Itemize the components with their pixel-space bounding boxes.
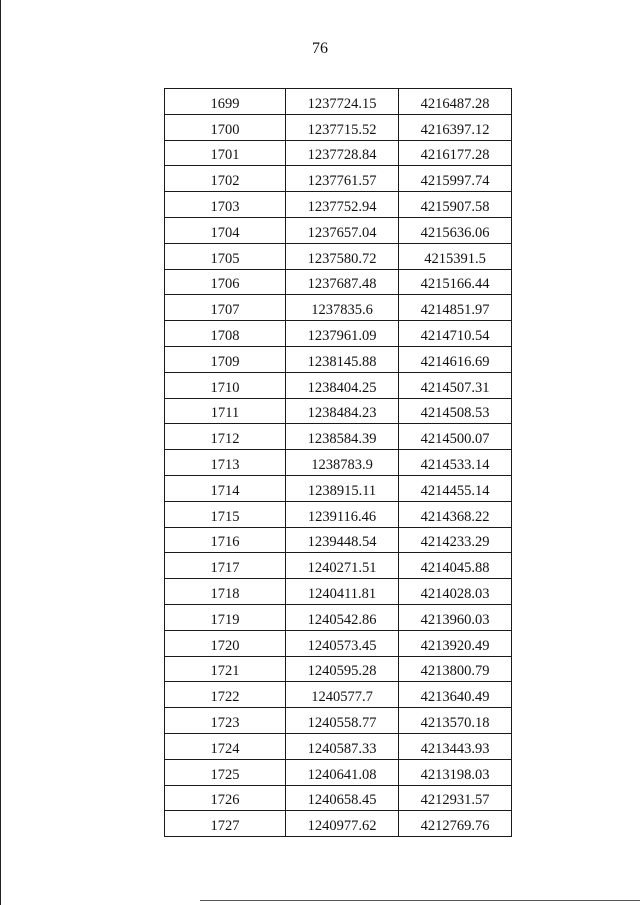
- y-coordinate-cell: 4214616.69: [399, 346, 512, 372]
- table-row: [165, 656, 512, 682]
- x-coordinate-cell: 1240641.08: [286, 759, 399, 785]
- point-number-cell: 1712: [165, 424, 286, 450]
- x-coordinate-cell: 1237761.57: [286, 166, 399, 192]
- y-coordinate-cell: 4213960.03: [399, 604, 512, 630]
- y-coordinate-cell: 4214710.54: [399, 321, 512, 347]
- point-number-cell: 1701: [165, 140, 286, 166]
- point-number-cell: 1708: [165, 321, 286, 347]
- point-number-cell: 1716: [165, 527, 286, 553]
- x-coordinate-cell: 1237715.52: [286, 114, 399, 140]
- y-coordinate-cell: 4215636.06: [399, 217, 512, 243]
- x-coordinate-cell: 1240573.45: [286, 630, 399, 656]
- point-number-cell: 1710: [165, 372, 286, 398]
- table-row: [165, 398, 512, 424]
- point-number-cell: 1718: [165, 579, 286, 605]
- point-number-cell: 1721: [165, 656, 286, 682]
- point-number-cell: 1711: [165, 398, 286, 424]
- table-row: [165, 579, 512, 605]
- bottom-divider: [200, 900, 640, 901]
- y-coordinate-cell: 4214455.14: [399, 475, 512, 501]
- table-row: [165, 321, 512, 347]
- y-coordinate-cell: 4213800.79: [399, 656, 512, 682]
- y-coordinate-cell: 4216487.28: [399, 89, 512, 115]
- point-number-cell: 1726: [165, 785, 286, 811]
- table-row: [165, 372, 512, 398]
- y-coordinate-cell: 4214533.14: [399, 450, 512, 476]
- x-coordinate-cell: 1237580.72: [286, 243, 399, 269]
- point-number-cell: 1717: [165, 553, 286, 579]
- y-coordinate-cell: 4214507.31: [399, 372, 512, 398]
- y-coordinate-cell: 4213198.03: [399, 759, 512, 785]
- point-number-cell: 1722: [165, 682, 286, 708]
- y-coordinate-cell: 4213640.49: [399, 682, 512, 708]
- coordinates-table: [164, 88, 512, 837]
- point-number-cell: 1720: [165, 630, 286, 656]
- table-row: [165, 192, 512, 218]
- table-row: [165, 708, 512, 734]
- point-number-cell: 1723: [165, 708, 286, 734]
- point-number-cell: 1724: [165, 733, 286, 759]
- x-coordinate-cell: 1237752.94: [286, 192, 399, 218]
- table-row: [165, 759, 512, 785]
- table-row: [165, 295, 512, 321]
- y-coordinate-cell: 4213570.18: [399, 708, 512, 734]
- y-coordinate-cell: 4214368.22: [399, 501, 512, 527]
- point-number-cell: 1709: [165, 346, 286, 372]
- x-coordinate-cell: 1240558.77: [286, 708, 399, 734]
- y-coordinate-cell: 4214045.88: [399, 553, 512, 579]
- point-number-cell: 1719: [165, 604, 286, 630]
- page-edge: [0, 0, 1, 905]
- point-number-cell: 1703: [165, 192, 286, 218]
- point-number-cell: 1713: [165, 450, 286, 476]
- x-coordinate-cell: 1238783.9: [286, 450, 399, 476]
- y-coordinate-cell: 4216397.12: [399, 114, 512, 140]
- point-number-cell: 1727: [165, 811, 286, 837]
- table-row: [165, 243, 512, 269]
- point-number-cell: 1715: [165, 501, 286, 527]
- x-coordinate-cell: 1239116.46: [286, 501, 399, 527]
- table-row: [165, 527, 512, 553]
- table-row: [165, 630, 512, 656]
- x-coordinate-cell: 1240658.45: [286, 785, 399, 811]
- point-number-cell: 1705: [165, 243, 286, 269]
- x-coordinate-cell: 1240271.51: [286, 553, 399, 579]
- table-row: [165, 269, 512, 295]
- table-row: [165, 89, 512, 115]
- y-coordinate-cell: 4212769.76: [399, 811, 512, 837]
- coordinates-table-body: [165, 89, 512, 837]
- y-coordinate-cell: 4214851.97: [399, 295, 512, 321]
- point-number-cell: 1699: [165, 89, 286, 115]
- y-coordinate-cell: 4215166.44: [399, 269, 512, 295]
- y-coordinate-cell: 4214233.29: [399, 527, 512, 553]
- point-number-cell: 1707: [165, 295, 286, 321]
- x-coordinate-cell: 1237687.48: [286, 269, 399, 295]
- x-coordinate-cell: 1240542.86: [286, 604, 399, 630]
- table-row: [165, 114, 512, 140]
- table-row: [165, 424, 512, 450]
- table-row: [165, 553, 512, 579]
- page-number: 76: [312, 40, 328, 57]
- x-coordinate-cell: 1237728.84: [286, 140, 399, 166]
- y-coordinate-cell: 4214028.03: [399, 579, 512, 605]
- point-number-cell: 1704: [165, 217, 286, 243]
- table-row: [165, 217, 512, 243]
- x-coordinate-cell: 1238484.23: [286, 398, 399, 424]
- point-number-cell: 1725: [165, 759, 286, 785]
- table-row: [165, 475, 512, 501]
- table-row: [165, 450, 512, 476]
- table-row: [165, 733, 512, 759]
- point-number-cell: 1714: [165, 475, 286, 501]
- y-coordinate-cell: 4214500.07: [399, 424, 512, 450]
- x-coordinate-cell: 1239448.54: [286, 527, 399, 553]
- y-coordinate-cell: 4213920.49: [399, 630, 512, 656]
- y-coordinate-cell: 4215997.74: [399, 166, 512, 192]
- x-coordinate-cell: 1238404.25: [286, 372, 399, 398]
- x-coordinate-cell: 1240577.7: [286, 682, 399, 708]
- y-coordinate-cell: 4215907.58: [399, 192, 512, 218]
- point-number-cell: 1702: [165, 166, 286, 192]
- y-coordinate-cell: 4216177.28: [399, 140, 512, 166]
- table-row: [165, 811, 512, 837]
- x-coordinate-cell: 1238584.39: [286, 424, 399, 450]
- point-number-cell: 1700: [165, 114, 286, 140]
- table-row: [165, 346, 512, 372]
- y-coordinate-cell: 4214508.53: [399, 398, 512, 424]
- table-row: [165, 140, 512, 166]
- x-coordinate-cell: 1237961.09: [286, 321, 399, 347]
- x-coordinate-cell: 1240595.28: [286, 656, 399, 682]
- y-coordinate-cell: 4212931.57: [399, 785, 512, 811]
- table-row: [165, 166, 512, 192]
- x-coordinate-cell: 1240587.33: [286, 733, 399, 759]
- x-coordinate-cell: 1238145.88: [286, 346, 399, 372]
- x-coordinate-cell: 1238915.11: [286, 475, 399, 501]
- x-coordinate-cell: 1240977.62: [286, 811, 399, 837]
- x-coordinate-cell: 1237657.04: [286, 217, 399, 243]
- table-row: [165, 501, 512, 527]
- y-coordinate-cell: 4213443.93: [399, 733, 512, 759]
- x-coordinate-cell: 1237724.15: [286, 89, 399, 115]
- table-row: [165, 682, 512, 708]
- y-coordinate-cell: 4215391.5: [399, 243, 512, 269]
- table-row: [165, 785, 512, 811]
- x-coordinate-cell: 1240411.81: [286, 579, 399, 605]
- table-row: [165, 604, 512, 630]
- point-number-cell: 1706: [165, 269, 286, 295]
- x-coordinate-cell: 1237835.6: [286, 295, 399, 321]
